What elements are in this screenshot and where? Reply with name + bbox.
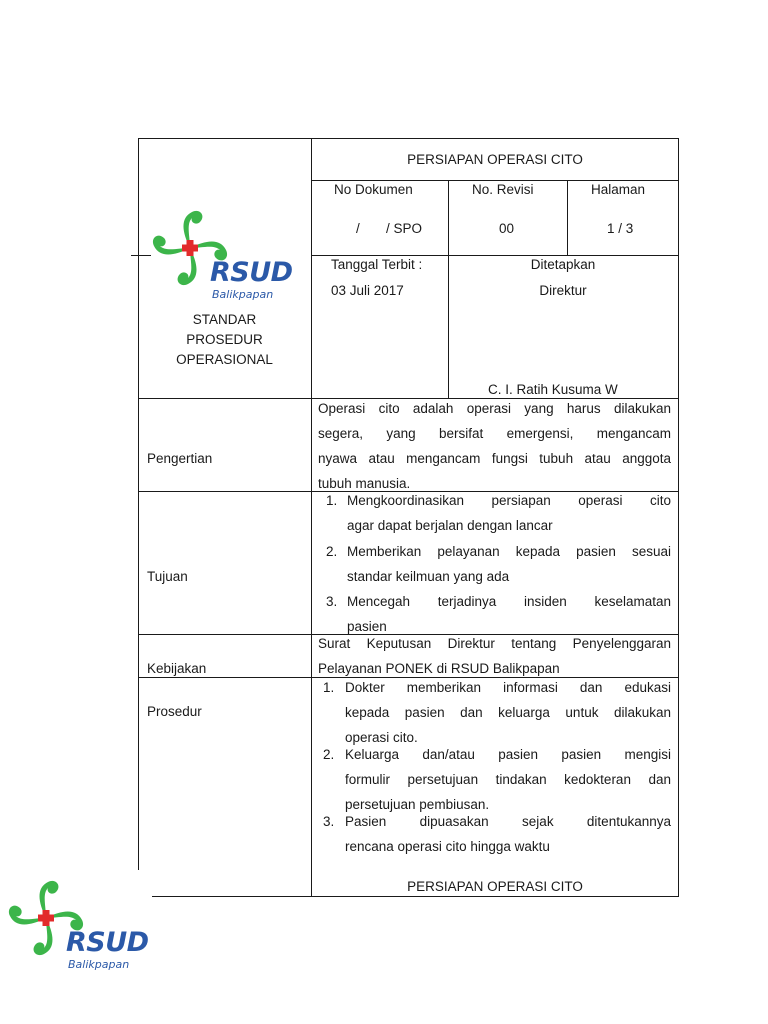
- kebijakan-line: Pelayanan PONEK di RSUD Balikpapan: [318, 661, 560, 676]
- document-title: PERSIAPAN OPERASI CITO: [407, 152, 583, 167]
- logo-sub: Balikpapan: [68, 958, 130, 971]
- list-item-line: kepada pasien dan keluarga untuk dilakukan: [345, 705, 671, 720]
- list-item-line: Pasien dipuasakan sejak ditentukannya: [345, 814, 671, 829]
- list-item-line: rencana operasi cito hingga waktu: [345, 839, 550, 854]
- no-revisi-label: No. Revisi: [472, 182, 534, 197]
- list-item-line: Keluarga dan/atau pasien pasien mengisi: [345, 747, 671, 762]
- rsud-logo: [150, 208, 293, 304]
- list-item-line: standar keilmuan yang ada: [347, 569, 510, 584]
- no-dokumen-label: No Dokumen: [334, 182, 413, 197]
- pengertian-line: Operasi cito adalah operasi yang harus dilakukan: [318, 401, 671, 416]
- rsud-logo-footer: [6, 878, 149, 974]
- list-item-line: Dokter memberikan informasi dan edukasi: [345, 680, 671, 695]
- ditetapkan-role: Direktur: [539, 283, 587, 298]
- list-item-line: Mengkoordinasikan persiapan operasi cito: [347, 493, 671, 508]
- list-number: 3.: [326, 594, 338, 609]
- ditetapkan-label: Ditetapkan: [530, 257, 596, 272]
- doc-type-line2: PROSEDUR: [186, 332, 263, 347]
- list-item-line: persetujuan pembiusan.: [345, 797, 490, 812]
- logo-word: RSUD: [66, 927, 149, 958]
- halaman-label: Halaman: [591, 182, 646, 197]
- doc-type-line1: STANDAR: [192, 312, 257, 327]
- logo-sub: Balikpapan: [212, 288, 274, 301]
- logo-word: RSUD: [210, 257, 293, 288]
- list-number: 3.: [323, 814, 335, 829]
- list-item-line: Mencegah terjadinya insiden keselamatan: [347, 594, 671, 609]
- kebijakan-line: Surat Keputusan Direktur tentang Penyelenggaran: [318, 636, 671, 651]
- kebijakan-label: Kebijakan: [147, 661, 207, 676]
- list-item-line: pasien: [347, 619, 387, 634]
- tujuan-label: Tujuan: [147, 569, 188, 584]
- doc-type-line3: OPERASIONAL: [176, 352, 273, 367]
- list-item-line: formulir persetujuan tindakan kedokteran dan: [345, 772, 671, 787]
- halaman-value: 1 / 3: [607, 221, 634, 236]
- footer-title: PERSIAPAN OPERASI CITO: [407, 879, 583, 894]
- list-number: 2.: [323, 747, 335, 762]
- no-dokumen-value: / / SPO: [356, 221, 423, 236]
- no-revisi-value: 00: [499, 221, 515, 236]
- pengertian-line: segera, yang bersifat emergensi, mengancam: [318, 426, 671, 441]
- ditetapkan-name: C. I. Ratih Kusuma W: [488, 382, 618, 397]
- list-item-line: agar dapat berjalan dengan lancar: [347, 518, 553, 533]
- list-item-line: Memberikan pelayanan kepada pasien sesuai: [347, 544, 671, 559]
- prosedur-label: Prosedur: [147, 704, 202, 719]
- tanggal-terbit-label: Tanggal Terbit :: [331, 257, 423, 272]
- tanggal-terbit-value: 03 Juli 2017: [331, 283, 404, 298]
- pengertian-label: Pengertian: [147, 451, 213, 466]
- list-item-line: operasi cito.: [345, 730, 418, 745]
- list-number: 1.: [323, 680, 335, 695]
- pengertian-line: nyawa atau mengancam fungsi tubuh atau anggota: [318, 451, 671, 466]
- list-number: 1.: [326, 493, 338, 508]
- pengertian-line: tubuh manusia.: [318, 476, 411, 491]
- list-number: 2.: [326, 544, 338, 559]
